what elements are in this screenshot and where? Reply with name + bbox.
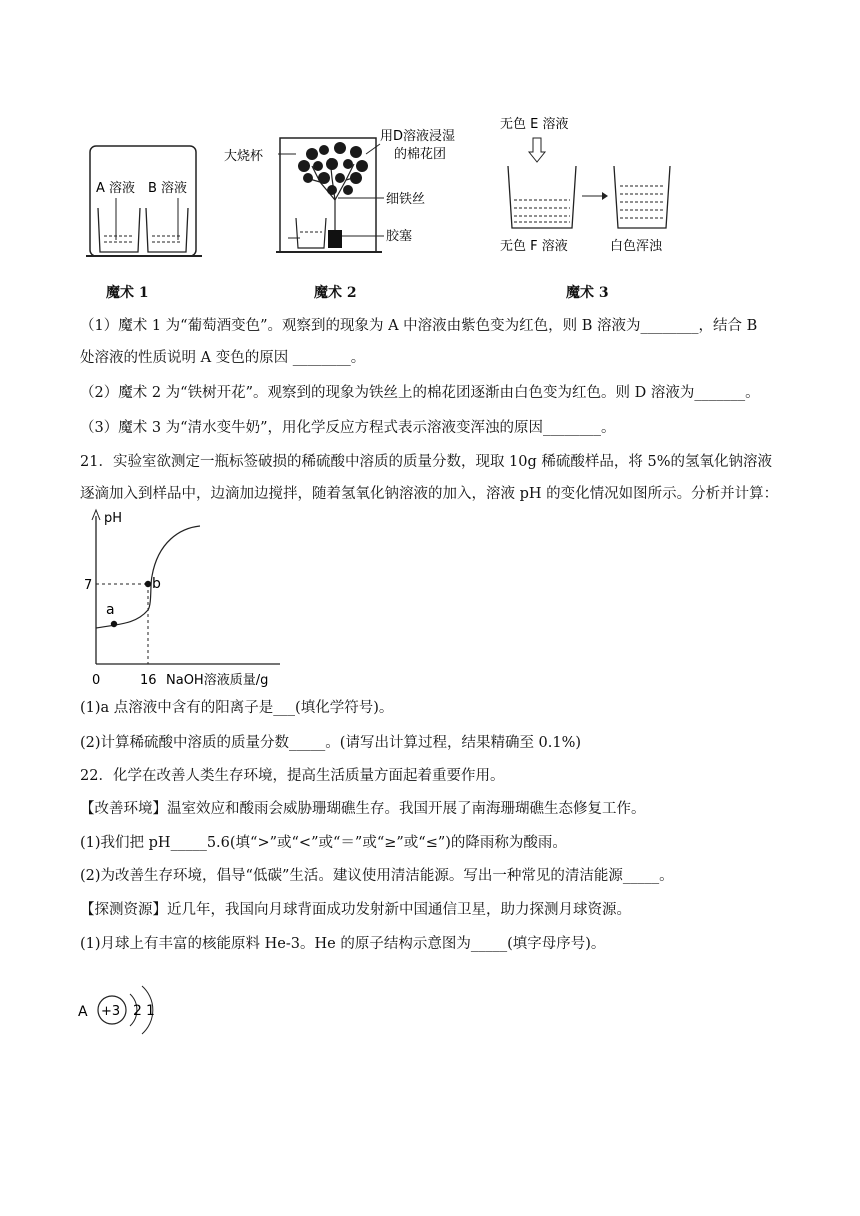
label-d-solution-2: 的棉花团 (394, 147, 447, 162)
label-large-beaker: 大烧杯 (224, 149, 264, 164)
y-axis-label: pH (104, 511, 123, 526)
right-arrow-icon (602, 192, 608, 200)
label-white-turbid: 白色浑浊 (610, 239, 663, 254)
q21-stem-line1: 21．实验室欲测定一瓶标签破损的稀硫酸中溶质的质量分数，现取 10g 稀硫酸样品，将 5%的氢氧化钠溶液 (80, 454, 773, 470)
q20-part2: （2）魔术 2 为“铁树开花”。观察到的现象为铁丝上的棉花团逐渐由白色变为红色。则 D 溶液为_______。 (80, 385, 760, 401)
q20-part3: （3）魔术 3 为“清水变牛奶”，用化学反应方程式表示溶液变浑浊的原因________。 (80, 420, 616, 436)
nucleus-charge: +3 (101, 1004, 121, 1019)
label-a: A 溶液 (96, 181, 136, 196)
shell-1-electrons: 2 (133, 1003, 142, 1019)
q21-part1: (1)a 点溶液中含有的阳离子是___(填化学符号)。 (80, 700, 394, 716)
ph-chart (80, 506, 290, 692)
caption-magic3: 魔术 3 (566, 285, 609, 301)
q22-part2: (2)为改善生存环境，倡导“低碳”生活。建议使用清洁能源。写出一种常见的清洁能源_____。 (80, 868, 674, 884)
down-arrow-icon (529, 138, 545, 162)
option-a-label: A (78, 1004, 88, 1020)
x-tick-0: 0 (92, 673, 101, 688)
beaker-result (614, 166, 670, 228)
point-a-label: a (106, 602, 115, 618)
x-axis-label: NaOH溶液质量/g (166, 673, 269, 688)
label-f-solution: 无色 F 溶液 (500, 239, 568, 254)
label-stopper: 胶塞 (386, 229, 413, 244)
atom-structure-a (76, 982, 176, 1048)
cotton-balls (298, 142, 368, 195)
point-b (145, 581, 151, 587)
point-b-label: b (152, 576, 161, 592)
magic1-figure (86, 140, 206, 260)
label-d-solution-1: 用D溶液浸湿 (380, 129, 456, 144)
caption-magic1: 魔术 1 (106, 285, 149, 301)
q22-resource-part1: (1)月球上有丰富的核能原料 He-3。He 的原子结构示意图为_____(填字母序号)。 (80, 936, 606, 952)
label-b: B 溶液 (148, 181, 188, 196)
magic3-figure (496, 108, 696, 258)
beaker-b (146, 208, 188, 252)
bell-jar (90, 146, 196, 256)
beaker-f (508, 166, 576, 228)
rubber-stopper (328, 230, 342, 248)
q20-part1-line1: （1）魔术 1 为“葡萄酒变色”。观察到的现象为 A 中溶液由紫色变为红色，则 B 溶液为________，结合 B (80, 318, 758, 334)
label-wire: 细铁丝 (386, 192, 426, 207)
x-tick-16: 16 (140, 673, 157, 688)
q21-stem-line2: 逐滴加入到样品中，边滴加边搅拌，随着氢氧化钠溶液的加入，溶液 pH 的变化情况如图所示。分析并计算： (80, 486, 779, 502)
q22-environment: 【改善环境】温室效应和酸雨会威胁珊瑚礁生存。我国开展了南海珊瑚礁生态修复工作。 (80, 801, 646, 817)
q20-part1-line2: 处溶液的性质说明 A 变色的原因 ________。 (80, 350, 366, 366)
magic2-figure (220, 118, 480, 260)
caption-magic2: 魔术 2 (314, 285, 357, 301)
small-beaker (296, 218, 326, 248)
label-e-solution: 无色 E 溶液 (500, 117, 569, 132)
q22-part1: (1)我们把 pH_____5.6(填“>”或“<”或“＝”或“≥”或“≤”)的降雨称为酸雨。 (80, 835, 567, 851)
q22-stem: 22．化学在改善人类生存环境，提高生活质量方面起着重要作用。 (80, 768, 505, 784)
q21-part2: (2)计算稀硫酸中溶质的质量分数_____。(请写出计算过程，结果精确至 0.1%) (80, 735, 582, 751)
beaker-a (98, 208, 140, 252)
shell-2-electrons: 1 (146, 1003, 155, 1019)
point-a (111, 621, 117, 627)
y-tick-7: 7 (84, 578, 93, 593)
q22-resources: 【探测资源】近几年，我国向月球背面成功发射新中国通信卫星，助力探测月球资源。 (80, 902, 631, 918)
